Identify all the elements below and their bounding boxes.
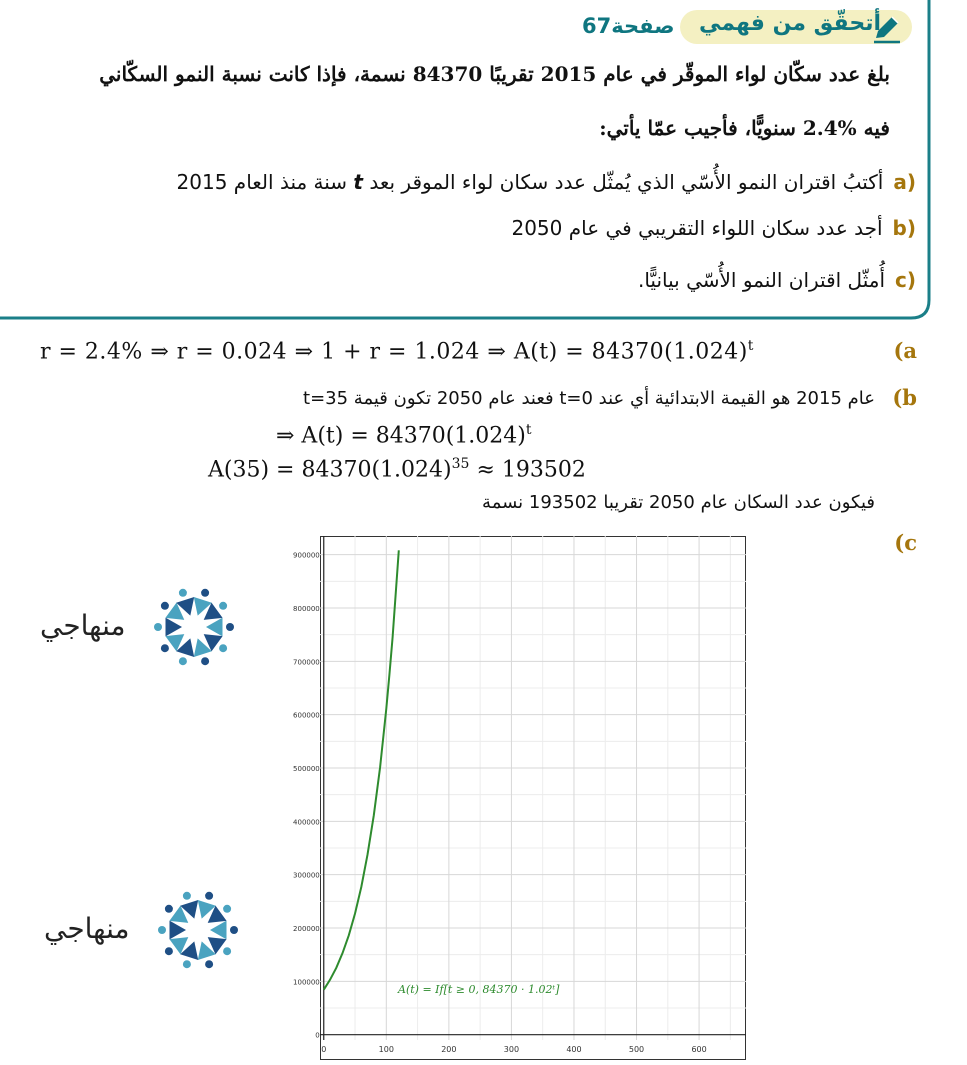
- item-b-label: b): [892, 216, 916, 240]
- answer-b-expression-2: A(35) = 84370(1.024): [208, 457, 452, 483]
- answer-b-math-1: [276, 422, 532, 448]
- answer-b-expression-1: ⇒ A(t) = 84370(1.024): [276, 423, 526, 449]
- answer-a-expression: r = 2.4% ⇒ r = 0.024 ⇒ 1 + r = 1.024 ⇒ A(t) = 84370(1.024): [40, 339, 748, 365]
- y-tick-label: 400000: [293, 818, 320, 827]
- answer-b-conclusion: فيكون عدد السكان عام 2050 تقريبا 193502 نسمة: [482, 492, 875, 513]
- item-c-text: أُمثّل اقتران النمو الأُسّي بيانيًّا.: [637, 268, 885, 292]
- y-tick-label: 700000: [293, 658, 320, 667]
- y-tick-label: 200000: [293, 925, 320, 933]
- manhaji-logo-2: [44, 888, 244, 973]
- question-line-2: [599, 116, 890, 140]
- item-a-text-after: سنة منذ العام 2015: [176, 170, 348, 194]
- y-tick-label: 800000: [293, 605, 320, 613]
- item-b: [511, 216, 916, 240]
- answer-b-exponent-1: t: [525, 422, 532, 438]
- y-tick-label: 600000: [293, 711, 320, 720]
- item-b-text: أجد عدد سكان اللواء التقريبي في عام 2050: [511, 216, 883, 240]
- question-box: [0, 0, 934, 320]
- answer-a-label: (a: [893, 338, 917, 363]
- q1-text-b: تقريبًا: [489, 62, 534, 86]
- item-a-text: أكتبُ اقتران النمو الأُسّي الذي يُمثّل عدد سكان لواء الموقر بعد: [369, 170, 884, 194]
- logo-text: منهاجي: [40, 609, 126, 642]
- answer-b-math-2: [208, 456, 586, 482]
- manhaji-logo-1: [40, 585, 240, 670]
- answer-b-text: عام 2015 هو القيمة الابتدائية أي عند t=0 فعند عام 2050 تكون قيمة t=35: [303, 388, 875, 409]
- x-tick-label: 100: [378, 1045, 394, 1054]
- x-tick-label: 200: [441, 1045, 457, 1054]
- x-tick-label: 300: [503, 1045, 520, 1054]
- q2-text-b: سنويًّا، فأجيب عمّا يأتي:: [599, 116, 796, 140]
- page-number: 67: [582, 14, 612, 38]
- x-tick-label: 400: [566, 1045, 582, 1054]
- x-tick-label: 600: [691, 1045, 707, 1054]
- logo-text: منهاجي: [44, 912, 130, 945]
- q2-text-a: فيه: [863, 116, 890, 140]
- item-a: [177, 170, 916, 194]
- manhaji-emblem-icon: [156, 888, 240, 972]
- x-tick-label: 0: [321, 1045, 327, 1054]
- y-tick-label: 100000: [293, 978, 320, 987]
- page-reference: [576, 14, 675, 38]
- item-c-label: c): [895, 268, 916, 292]
- answer-b-result: ≈ 193502: [476, 457, 586, 483]
- q1-text-a: بلغ عدد سكّان لواء الموقّر في عام: [603, 62, 890, 86]
- q1-year: 2015: [540, 62, 597, 86]
- function-label: A(t) = If[t ≥ 0, 84370 · 1.02ᵗ]: [398, 983, 560, 996]
- y-tick-label: 900000: [293, 551, 320, 560]
- y-tick-label: 300000: [293, 871, 320, 880]
- answer-b-exponent-2: 35: [451, 456, 470, 472]
- exponential-growth-chart: [293, 536, 746, 1060]
- page-label: صفحة: [611, 14, 675, 38]
- answer-c-label: (c: [894, 530, 917, 555]
- q2-rate: 2.4%: [802, 116, 857, 140]
- y-tick-label: 0: [315, 1031, 320, 1040]
- q1-text-c: نسمة، فإذا كانت نسبة النمو السكّاني: [99, 62, 406, 86]
- answer-b-label: (b: [892, 385, 917, 410]
- item-a-label: a): [893, 170, 916, 194]
- x-tick-label: 500: [628, 1045, 645, 1054]
- answer-a-math: [40, 338, 754, 364]
- item-a-var: t: [353, 170, 363, 194]
- answer-a-exponent: t: [747, 338, 754, 354]
- y-tick-label: 500000: [293, 765, 320, 773]
- q1-population: 84370: [412, 62, 483, 86]
- manhaji-emblem-icon: [152, 585, 236, 669]
- section-title: أتحقّق من فهمي: [699, 11, 881, 36]
- item-c: [638, 268, 916, 292]
- question-line-1: [99, 62, 890, 86]
